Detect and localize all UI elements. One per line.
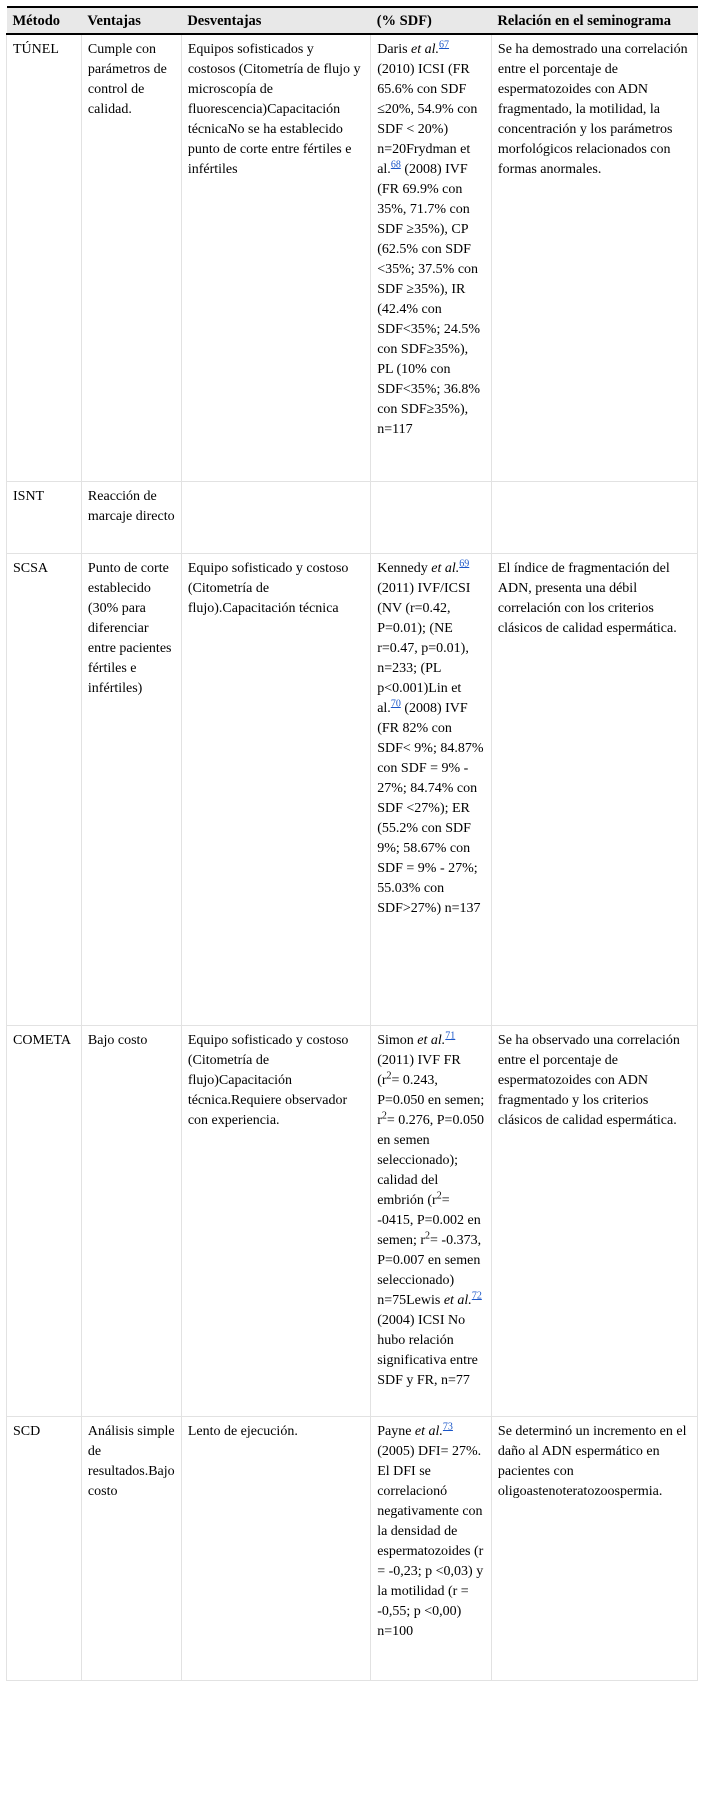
- table-row: [7, 1416, 698, 1680]
- cell-desventajas: Equipo sofisticado y costoso (Citometría de flujo)Capacitación técnica.Requiere observador con experiencia.: [181, 1025, 370, 1416]
- cell-sdf: [371, 1025, 492, 1416]
- cell-metodo: TÚNEL: [7, 34, 82, 481]
- sdf-superscript: 2: [386, 1069, 392, 1081]
- sdf-author: Simon: [377, 1032, 418, 1048]
- sdf-text: (2011) IVF FR (r: [377, 1052, 461, 1088]
- sdf-author: Daris: [377, 42, 412, 57]
- cell-ventajas: Bajo costo: [81, 1025, 181, 1416]
- header-desventajas: Desventajas: [181, 7, 370, 34]
- reference-link[interactable]: 68: [390, 159, 401, 171]
- reference-link[interactable]: 72: [471, 1289, 482, 1301]
- sdf-methods-table: [6, 6, 698, 1681]
- reference-link[interactable]: 70: [390, 697, 401, 709]
- sdf-etal: et al.: [411, 42, 440, 57]
- sdf-text: = 0.276, P=0.050 en semen seleccionado); calidad del embrión (r: [377, 1112, 484, 1208]
- sdf-text: = -0415, P=0.002 en semen; r: [377, 1192, 481, 1248]
- sdf-text: (2011) IVF/ICSI (NV (r=0.42, P=0.01); (NE r=0.47, p=0.01), n=233; (PL p<0.001)Lin et al.: [377, 580, 471, 716]
- sdf-author: Kennedy: [377, 560, 432, 576]
- cell-relacion: Se determinó un incremento en el daño al ADN espermático en pacientes con oligoastenoteratozoospermia.: [491, 1416, 697, 1680]
- sdf-text: (2008) IVF (FR 82% con SDF< 9%; 84.87% con SDF = 9% - 27%; 84.74% con SDF <27%); ER (55.2% con SDF 9%; 58.67% con SDF = 9% - 27%; 55.03% con SDF>27%) n=137: [377, 700, 484, 916]
- cell-ventajas: Análisis simple de resultados.Bajo costo: [81, 1416, 181, 1680]
- cell-sdf: [371, 481, 492, 553]
- cell-sdf: [371, 34, 492, 481]
- header-ventajas: Ventajas: [81, 7, 181, 34]
- sdf-text: (2010) ICSI (FR 65.6% con SDF ≤20%, 54.9% con SDF < 20%) n=20Frydman et al.: [377, 62, 478, 177]
- cell-relacion: [491, 481, 697, 553]
- cell-ventajas: Reacción de marcaje directo: [81, 481, 181, 553]
- header-sdf: (% SDF): [371, 7, 492, 34]
- cell-desventajas: Equipo sofisticado y costoso (Citometría de flujo).Capacitación técnica: [181, 553, 370, 1025]
- sdf-author: Payne: [377, 1423, 415, 1439]
- header-relacion: Relación en el seminograma: [491, 7, 697, 34]
- reference-link[interactable]: 71: [445, 1029, 456, 1041]
- cell-relacion: El índice de fragmentación del ADN, presenta una débil correlación con los criterios clásicos de calidad espermática.: [491, 553, 697, 1025]
- cell-sdf: [371, 553, 492, 1025]
- cell-relacion: Se ha observado una correlación entre el porcentaje de espermatozoides con ADN fragmentado y los criterios clásicos de calidad espermática.: [491, 1025, 697, 1416]
- sdf-superscript: 2: [425, 1229, 431, 1241]
- cell-relacion: Se ha demostrado una correlación entre el porcentaje de espermatozoides con ADN fragmentado, la motilidad, la concentración y los parámetros morfológicos relacionados con formas anormales.: [491, 34, 697, 481]
- cell-sdf: [371, 1416, 492, 1680]
- cell-desventajas: Equipos sofisticados y costosos (Citometría de flujo y microscopía de fluorescencia)Capacitación técnicaNo se ha establecido punto de corte entre fértiles e infértiles: [181, 34, 370, 481]
- sdf-etal: et al.: [443, 1292, 472, 1308]
- sdf-text: (2005) DFI= 27%. El DFI se correlacionó negativamente con la densidad de espermatozoides (r = -0,23; p <0,03) y la motilidad (r = -0,55; p <0,00) n=100: [377, 1443, 484, 1639]
- sdf-superscript: 2: [381, 1109, 387, 1121]
- reference-link[interactable]: 67: [439, 39, 450, 51]
- header-metodo: Método: [7, 7, 82, 34]
- cell-desventajas: [181, 481, 370, 553]
- sdf-text: = -0.373, P=0.007 en semen seleccionado) n=75Lewis: [377, 1232, 482, 1308]
- reference-link[interactable]: 73: [442, 1420, 453, 1432]
- sdf-superscript: 2: [436, 1189, 442, 1201]
- table-row: [7, 1025, 698, 1416]
- table-header-row: [7, 7, 698, 34]
- table-row: [7, 481, 698, 553]
- table-row: [7, 553, 698, 1025]
- cell-ventajas: Cumple con parámetros de control de calidad.: [81, 34, 181, 481]
- sdf-etal: et al.: [431, 560, 460, 576]
- sdf-etal: et al.: [417, 1032, 446, 1048]
- cell-metodo: COMETA: [7, 1025, 82, 1416]
- cell-metodo: ISNT: [7, 481, 82, 553]
- table-row: [7, 34, 698, 481]
- sdf-text: (2008) IVF (FR 69.9% con 35%, 71.7% con SDF ≥35%), CP (62.5% con SDF <35%; 37.5% con SDF ≥35%), IR (42.4% con SDF<35%; 24.5% con SDF≥35%), PL (10% con SDF<35%; 36.8% con SDF≥35%), n=117: [377, 162, 480, 437]
- sdf-text: (2004) ICSI No hubo relación significativa entre SDF y FR, n=77: [377, 1312, 478, 1388]
- cell-metodo: SCSA: [7, 553, 82, 1025]
- sdf-etal: et al.: [414, 1423, 443, 1439]
- cell-metodo: SCD: [7, 1416, 82, 1680]
- sdf-text: = 0.243, P=0.050 en semen; r: [377, 1072, 485, 1128]
- cell-desventajas: Lento de ejecución.: [181, 1416, 370, 1680]
- cell-ventajas: Punto de corte establecido (30% para diferenciar entre pacientes fértiles e infértiles): [81, 553, 181, 1025]
- reference-link[interactable]: 69: [459, 557, 470, 569]
